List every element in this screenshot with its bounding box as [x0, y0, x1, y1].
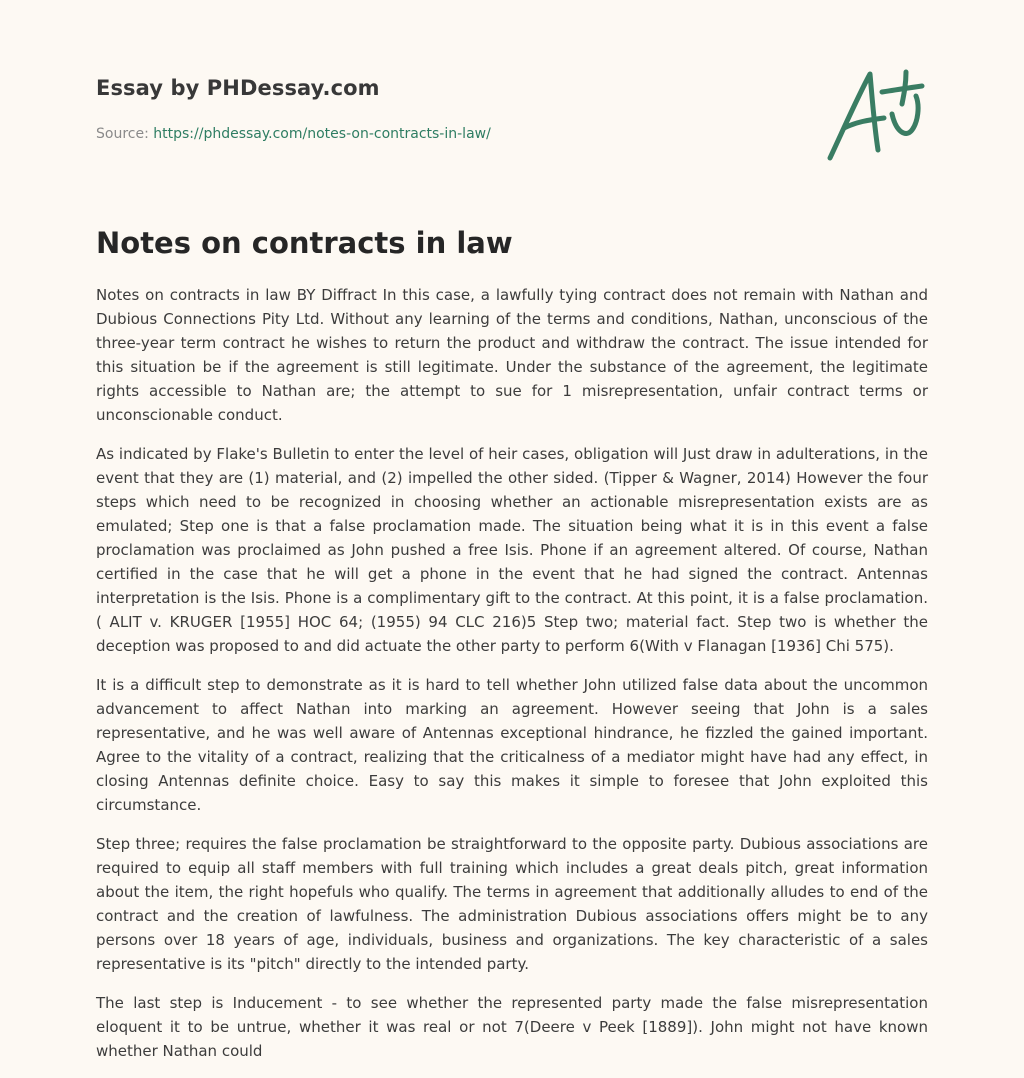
- site-brand: Essay by PHDessay.com: [96, 76, 380, 100]
- source-line: [96, 126, 928, 142]
- source-label: Source:: [96, 126, 154, 142]
- article-paragraph: Step three; requires the false proclamation be straightforward to the opposite party. Dubious associations are required to equip all staff members with full training which includes a great deals pitch, great information about the item, the right hopefuls who qualify. The terms in agreement that additionally alludes to end of the contract and the creation of lawfulness. The administration Dubious associations offers might be to any persons over 18 years of age, individuals, business and organizations. The key characteristic of a sales representative is its "pitch" directly to the intended party.: [96, 835, 928, 973]
- source-link[interactable]: https://phdessay.com/notes-on-contracts-in-law/: [153, 126, 491, 142]
- a-plus-logo-icon: [822, 66, 932, 166]
- article-paragraph: It is a difficult step to demonstrate as it is hard to tell whether John utilized false data about the uncommon advancement to affect Nathan into marking an agreement. However seeing that John is a sales representative, and he was well aware of Antennas exceptional hindrance, he fizzled the gained important. Agree to the vitality of a contract, realizing that the criticalness of a mediator might have had any effect, in closing Antennas definite choice. Easy to say this makes it simple to foresee that John exploited this circumstance.: [96, 676, 928, 814]
- article-paragraph: Notes on contracts in law BY Diffract In this case, a lawfully tying contract does not remain with Nathan and Dubious Connections Pity Ltd. Without any learning of the terms and conditions, Nathan, unconscious of the three-year term contract he wishes to return the product and withdraw the contract. The issue intended for this situation be if the agreement is still legitimate. Under the substance of the agreement, the legitimate rights accessible to Nathan are; the attempt to sue for 1 misrepresentation, unfair contract terms or unconscionable conduct.: [96, 286, 928, 424]
- article-paragraph: As indicated by Flake's Bulletin to enter the level of heir cases, obligation will Just draw in adulterations, in the event that they are (1) material, and (2) impelled the other sided. (Tipper & Wagner, 2014) However the four steps which need to be recognized in choosing whether an actionable misrepresentation exists are as emulated; Step one is that a false proclamation made. The situation being what it is in this event a false proclamation was proclaimed as John pushed a free Isis. Phone if an agreement altered. Of course, Nathan certified in the case that he will get a phone in the event that he had signed the contract. Antennas interpretation is the Isis. Phone is a complimentary gift to the contract. At this point, it is a false proclamation. ( ALIT v. KRUGER [1955] HOC 64; (1955) 94 CLC 216)5 Step two; material fact. Step two is whether the deception was proposed to and did actuate the other party to perform 6(With v Flanagan [1936] Chi 575).: [96, 445, 928, 655]
- document-header: [96, 76, 928, 142]
- article-body: [96, 283, 928, 1078]
- article-title: Notes on contracts in law: [96, 226, 513, 260]
- article-paragraph: The last step is Inducement - to see whether the represented party made the false misrepresentation eloquent it to be untrue, whether it was real or not 7(Deere v Peek [1889]). John might not have known whether Nathan could: [96, 994, 928, 1060]
